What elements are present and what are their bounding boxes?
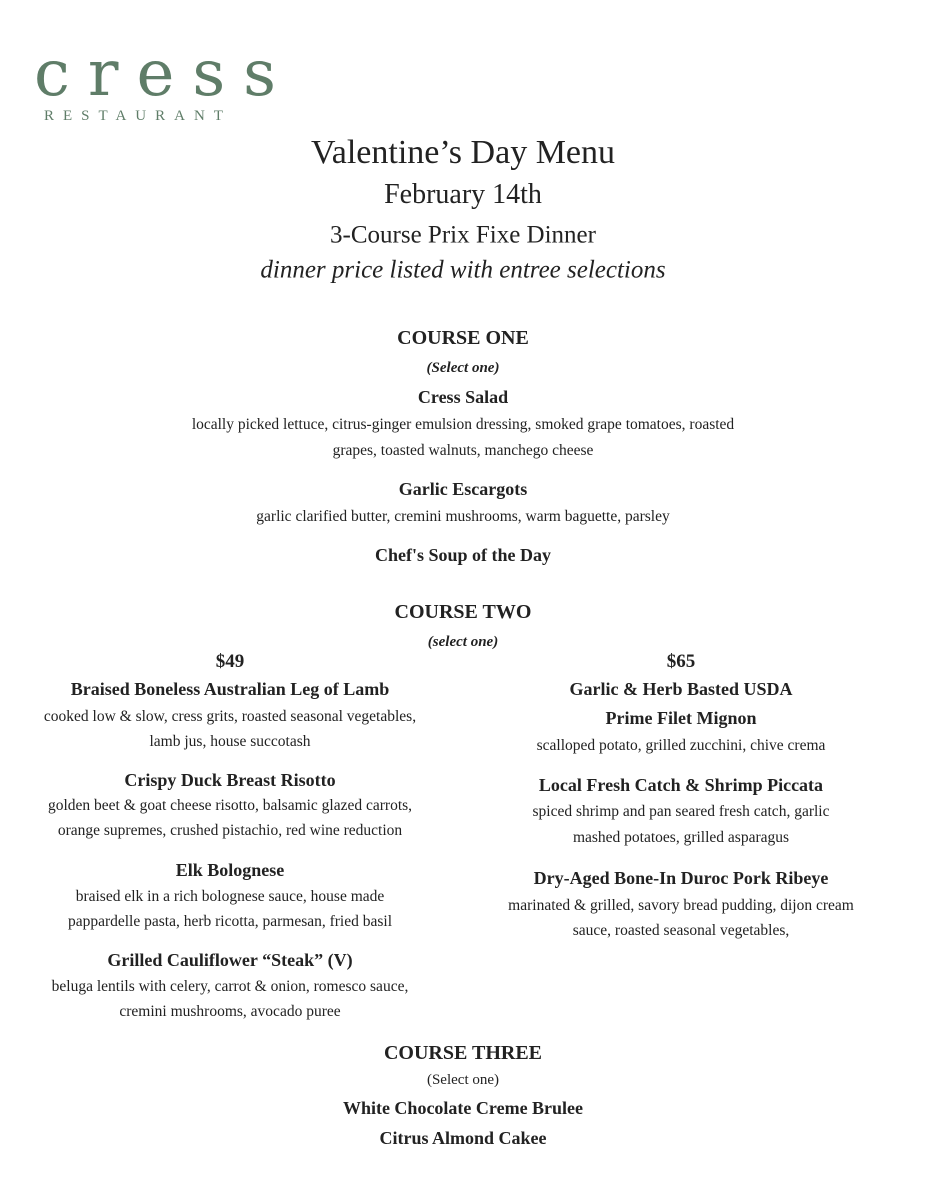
item-desc: garlic clarified butter, cremini mushrooms, warm baguette, parsley: [256, 508, 670, 525]
course-one-heading: COURSE ONE: [397, 327, 529, 349]
item-name: Braised Boneless Australian Leg of Lamb: [70, 679, 390, 699]
item-desc: beluga lentils with celery, carrot & onion, romesco sauce,: [51, 978, 409, 995]
price-left: $49: [215, 651, 245, 672]
item-name: Garlic & Herb Basted USDA: [569, 679, 793, 699]
item-name: Grilled Cauliflower “Steak” (V): [107, 950, 353, 970]
item-desc: cooked low & slow, cress grits, roasted seasonal vegetables,: [43, 708, 417, 725]
item-desc: braised elk in a rich bolognese sauce, house made: [75, 888, 385, 905]
item-desc: scalloped potato, grilled zucchini, chive crema: [536, 737, 826, 754]
item-desc: mashed potatoes, grilled asparagus: [572, 829, 790, 846]
item-desc: lamb jus, house succotash: [149, 733, 311, 750]
course-three-heading: COURSE THREE: [383, 1042, 542, 1064]
page-title: Valentine’s Day Menu: [310, 134, 616, 171]
course-two-heading: COURSE TWO: [394, 601, 532, 623]
logo-wordmark: cress: [34, 37, 294, 111]
price-right: $65: [666, 651, 696, 672]
item-desc: locally picked lettuce, citrus-ginger emulsion dressing, smoked grape tomatoes, roasted: [191, 416, 735, 433]
logo-subtitle: RESTAURANT: [44, 108, 232, 124]
menu-type: 3-Course Prix Fixe Dinner: [330, 221, 596, 249]
menu-date: February 14th: [384, 179, 542, 210]
item-desc: cremini mushrooms, avocado puree: [119, 1003, 341, 1020]
item-desc: marinated & grilled, savory bread pudding, dijon cream: [508, 897, 854, 914]
item-desc: orange supremes, crushed pistachio, red wine reduction: [57, 822, 403, 839]
item-desc: golden beet & goat cheese risotto, balsamic glazed carrots,: [47, 797, 413, 814]
item-name: Prime Filet Mignon: [605, 708, 757, 728]
item-desc: pappardelle pasta, herb ricotta, parmesan, fried basil: [67, 913, 393, 930]
course-two-select: (select one): [427, 634, 499, 650]
item-name: Local Fresh Catch & Shrimp Piccata: [538, 775, 824, 795]
item-desc: sauce, roasted seasonal vegetables,: [572, 922, 790, 939]
item-desc: grapes, toasted walnuts, manchego cheese: [332, 442, 594, 459]
item-name: Crispy Duck Breast Risotto: [124, 770, 336, 790]
course-three-select: (Select one): [426, 1072, 500, 1088]
item-name: Cress Salad: [417, 387, 509, 407]
item-name: Elk Bolognese: [175, 860, 285, 880]
item-desc: spiced shrimp and pan seared fresh catch, garlic: [532, 803, 830, 820]
item-name: Dry-Aged Bone-In Duroc Pork Ribeye: [533, 868, 829, 888]
course-one-select: (Select one): [426, 360, 500, 376]
item-name: Chef's Soup of the Day: [374, 545, 552, 565]
item-name: Garlic Escargots: [398, 479, 528, 499]
item-name: White Chocolate Creme Brulee: [342, 1098, 584, 1118]
price-note: dinner price listed with entree selections: [260, 256, 666, 284]
item-name: Citrus Almond Cakee: [379, 1128, 547, 1148]
